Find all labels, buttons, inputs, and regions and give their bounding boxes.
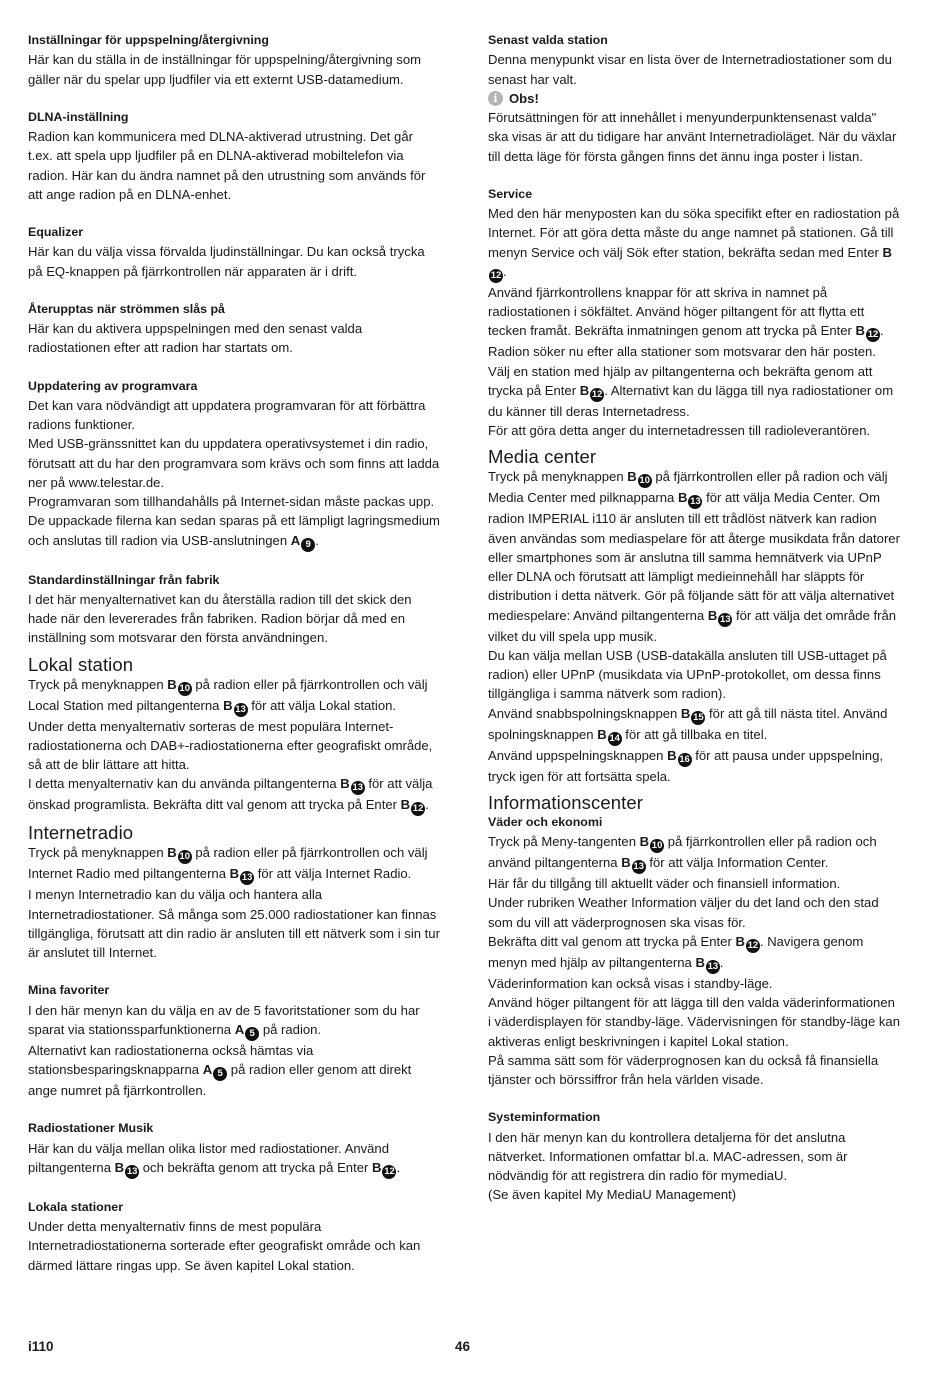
key-badge: 10 xyxy=(179,851,190,863)
right-column xyxy=(488,31,900,1205)
key-badge: 13 xyxy=(352,782,364,794)
section-title-favorites: Mina favoriter xyxy=(28,983,110,998)
info-icon: i xyxy=(488,91,503,106)
local-text-2: Under detta menyalternativ sorteras de mest populära Internet-radiostationerna och DAB+-radiostationerna efter geografiskt område, så att de blir lättare att hitta. xyxy=(28,718,433,772)
section-title-resume: Återupptas när strömmen slås på xyxy=(28,301,225,316)
key-badge: 13 xyxy=(720,613,731,625)
section-text-equalizer: Här kan du välja vissa förvalda ljudinställningar. Du kan också trycka på EQ-knappen på fjärrkontrollen när apparaten är i drift. xyxy=(28,244,425,279)
internet-text-2: I menyn Internetradio kan du välja och hantera alla Internetradiostationer. Så många som 25.000 radiostationer kan finnas tillgängliga, förutsatt att din radio är ansluten till ett nätverk som i sin tur är anslutet till Internet. xyxy=(28,887,440,960)
info-text-4: Bekräfta ditt val genom att trycka på Enter B 12 . Navigera genom menyn med hjälp av piltangenterna B 13 . xyxy=(488,933,864,972)
key-badge: 12 xyxy=(591,388,603,400)
key-badge: 12 xyxy=(384,1165,395,1177)
key-badge: 13 xyxy=(690,496,701,508)
key-badge: 14 xyxy=(609,732,620,744)
key-badge: 12 xyxy=(747,939,759,951)
key-badge: 13 xyxy=(633,861,644,872)
service-text-2: Använd fjärrkontrollens knappar för att skriva in namnet på radiostationen i sökfältet. Använd höger piltangent för att flytta ett tecken framåt. Bekräfta inmatningen genom att trycka på Enter B 12 . xyxy=(488,284,884,341)
section-text-dlna: Radion kan kommunicera med DLNA-aktiverad utrustning. Det går t.ex. att spela upp ljudfiler på en DLNA-aktiverad mobiltelefon via radion. Här kan du ändra namnet på den utrustning som används för att ange radion på en DLNA-enhet. xyxy=(28,129,426,202)
heading-media-center: Media center xyxy=(488,446,597,468)
section-text-playback: Här kan du ställa in de inställningar för uppspelning/återgivning som gäller när du spelar upp ljudfiler via ett externt USB-datamedium. xyxy=(28,52,422,87)
media-text-2: Du kan välja mellan USB (USB-datakälla ansluten till USB-uttaget på radion) eller UPnP (musikdata via UPnP-protokollet, om dessa finns tillgängliga i samma nätverk som radion). xyxy=(488,647,887,702)
key-badge: 12 xyxy=(490,269,502,281)
section-title-dlna: DLNA-inställning xyxy=(28,109,129,124)
key-badge: 13 xyxy=(235,703,246,715)
key-badge: 12 xyxy=(867,329,879,341)
section-title-update: Uppdatering av programvara xyxy=(28,378,198,393)
info-text-2: Här får du tillgång till aktuellt väder och finansiell information. xyxy=(488,876,841,891)
heading-internetradio: Internetradio xyxy=(28,822,134,844)
key-badge: 13 xyxy=(241,872,253,884)
section-title-sysinfo: Systeminformation xyxy=(488,1110,601,1125)
page-number: 46 xyxy=(455,1339,471,1354)
favorites-text-2: Alternativt kan radiostationerna också hämtas via stationsbesparingsknapparna A 5 på radion eller genom att direkt ange numret på fjärrkontrollen. xyxy=(28,1042,412,1098)
local-text-1: Tryck på menyknappen B 10 på radion eller på fjärrkontrollen och välj Local Station med piltangenterna B 13 för att välja Lokal station. xyxy=(28,676,428,715)
section-title-factory: Standardinställningar från fabrik xyxy=(28,572,220,587)
info-text-5: Väderinformation kan också visas i standby-läge. xyxy=(488,975,773,991)
key-badge: 15 xyxy=(693,711,704,723)
section-title-equalizer: Equalizer xyxy=(28,225,84,239)
key-badge: 5 xyxy=(245,1027,259,1041)
key-badge: 9 xyxy=(301,538,315,552)
section-title-service: Service xyxy=(488,186,533,201)
favorites-text-1: I den här menyn kan du välja en av de 5 favoritstationer som du har sparat via stationssparfunktionerna A 5 på radion. xyxy=(28,1002,420,1039)
info-text-6: Använd höger piltangent för att lägga till den valda väderinformationen i väderdisplayen för standby-läge. Vädervisningen för standby-läge kan aktiveras enligt beskrivningen i kapitel Lokal station. xyxy=(488,995,900,1049)
section-text-update-2: Med USB-gränssnittet kan du uppdatera operativsystemet i din radio, förutsatt att du har den programvara som krävs och som finns att ladda ner på www.telestar.de. xyxy=(28,436,440,490)
sysinfo-text-2: (Se även kapitel My MediaU Management) xyxy=(488,1187,737,1203)
media-text-3: Använd snabbspolningsknappen B 15 för att gå till nästa titel. Använd spolningsknappen B 14 för att gå tillbaka en titel. xyxy=(488,705,888,744)
key-badge: 5 xyxy=(213,1067,227,1081)
heading-local-station: Lokal station xyxy=(28,653,134,675)
subheading-weather: Väder och ekonomi xyxy=(488,814,603,829)
section-text-update-1: Det kan vara nödvändigt att uppdatera programvaran för att förbättra radions funktioner. xyxy=(28,397,426,432)
left-column xyxy=(28,31,440,1275)
local-stations-text: Under detta menyalternativ finns de mest populära Internetradiostationerna sorterade efter geografiskt område och kan därmed lättare ringas upp. Se även kapitel Lokal station. xyxy=(28,1219,421,1273)
key-badge: 16 xyxy=(679,753,690,765)
note-text: Förutsättningen för att innehållet i menyunderpunktensenast valda" ska visas är att du tidigare har använt Internetradioläget. När du växlar till detta läge för första gången finns det ännu inga poster i listan. xyxy=(488,110,897,164)
key-badge: 13 xyxy=(707,960,719,972)
section-title-local-stations: Lokala stationer xyxy=(28,1199,124,1214)
internet-text-1: Tryck på menyknappen B 10 på radion eller på fjärrkontrollen och välj Internet Radio med piltangenterna B 13 för att välja Internet Radio. xyxy=(28,845,428,884)
music-text: Här kan du välja mellan olika listor med radiostationer. Använd piltangenterna B 13 och bekräfta genom att trycka på Enter B 12 . xyxy=(28,1140,401,1177)
key-badge: 10 xyxy=(651,840,663,851)
heading-informationscenter: Informationscenter xyxy=(488,791,644,813)
key-badge: 10 xyxy=(179,682,190,694)
info-text-7: På samma sätt som för väderprognosen kan du också få finansiella tjänster och börssiffror från hela världen visade. xyxy=(488,1052,879,1087)
service-text-4: För att göra detta anger du internetadressen till radioleverantören. xyxy=(488,423,871,438)
key-badge: 10 xyxy=(639,475,650,487)
service-text-1: Med den här menyposten kan du söka specifikt efter en radiostation på Internet. För att göra detta måste du ange namnet på stationen. Gå till menyn Service och välj Sök efter station, bekräfta sedan med Enter B12 . xyxy=(488,206,900,281)
key-badge: 12 xyxy=(412,803,424,815)
info-text-1: Tryck på Meny-tangenten B 10 på fjärrkontrollen eller på radion och använd piltangenterna B 13 för att välja Information Center. xyxy=(488,834,877,872)
section-title-playback: Inställningar för uppspelning/återgivning xyxy=(28,33,269,47)
footer-model: i110 xyxy=(28,1339,54,1354)
section-text-factory: I det här menyalternativet kan du återställa radion till det skick den hade när den levererades från fabriken. Radion börjar då med en inställning som motsvarar den första användningen. xyxy=(28,591,412,646)
section-text-update-3: Programvaran som tillhandahålls på Internet-sidan måste packas upp. De uppackade filerna kan sedan sparas på ett lämpligt lagringsmedium och anslutas till radion via USB-anslutningen A 9 . xyxy=(28,494,440,550)
section-text-resume: Här kan du aktivera uppspelningen med den senast valda radiostationen efter att radion har startats om. xyxy=(28,321,363,356)
key-badge: 13 xyxy=(126,1165,138,1177)
sysinfo-text-1: I den här menyn kan du kontrollera detaljerna för det anslutna nätverket. Informationen omfattar bl.a. MAC-adressen, som är nödvändig för att registrera din radio för mymediaU. xyxy=(488,1129,848,1183)
note-label: Obs! xyxy=(509,90,539,106)
recent-text: Denna menypunkt visar en lista över de Internetradiostationer som du senast har valt. xyxy=(488,52,892,87)
section-title-recent: Senast valda station xyxy=(488,33,608,47)
local-text-3: I detta menyalternativ kan du använda piltangenterna B 13 för att välja önskad programlista. Bekräfta ditt val genom att trycka på Enter B 12 . xyxy=(28,776,433,815)
section-title-music: Radiostationer Musik xyxy=(28,1121,154,1136)
note-header xyxy=(488,89,900,108)
info-text-3: Under rubriken Weather Information väljer du det land och den stad som du vill att väderprognosen ska visas för. xyxy=(488,895,879,930)
service-text-3: Radion söker nu efter alla stationer som motsvarar den här posten. Välj en station med hjälp av piltangenterna och bekräfta genom att trycka på Enter B 12 . Alternativt kan du lägga till nya radiostationer om du känner till deras Internetadress. xyxy=(488,344,894,419)
media-text-1: Tryck på menyknappen B 10 på fjärrkontrollen eller på radion och välj Media Center med pilknapparna B 13 för att välja Media Center. Om radion IMPERIAL i110 är ansluten till ett trådlöst nätverk kan radion även användas som mediaspelare för att återge musikdata från datorer eller smartphones som är anslutna till samma hemnätverk via UPnP eller DLNA och förutsatt att lämpligt medieinnehåll har släppts för distribution i detta nätverk. Gör på följande sätt för att välja alternativet mediespelare: Använd piltangenterna B 13 för att välja det område från vilket du vill spela upp musik. xyxy=(488,469,900,644)
media-text-4: Använd uppspelningsknappen B 16 för att pausa under uppspelning, tryck igen för att fortsätta spela. xyxy=(488,747,884,784)
